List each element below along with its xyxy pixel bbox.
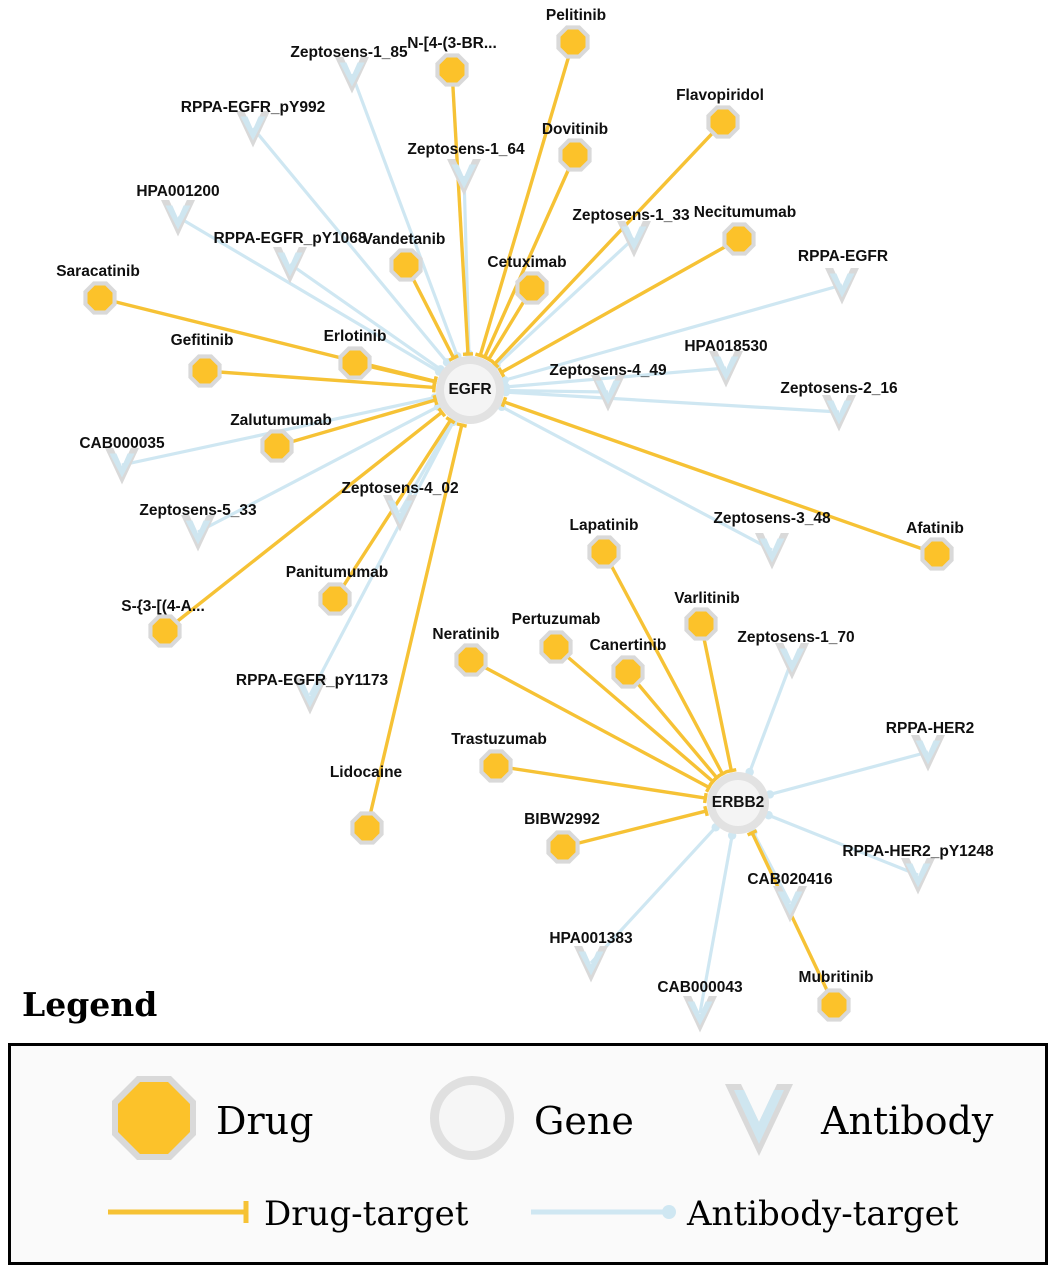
antibody-node[interactable] xyxy=(181,515,215,552)
drug-edge-icon xyxy=(106,1198,256,1231)
legend-label-drug: Drug xyxy=(216,1098,314,1143)
legend-label-drug-target: Drug-target xyxy=(264,1194,469,1234)
antibody-label: Zeptosens-1_85 xyxy=(290,44,408,61)
drug-node[interactable] xyxy=(558,138,591,171)
drug-node[interactable] xyxy=(706,105,739,138)
legend-title: Legend xyxy=(22,985,158,1024)
drug-node[interactable] xyxy=(556,25,589,58)
antibody-node[interactable] xyxy=(825,268,859,305)
drug-node[interactable] xyxy=(350,811,383,844)
gene-label: ERBB2 xyxy=(711,794,765,811)
drug-label: S-{3-[(4-A... xyxy=(121,598,205,615)
antibody-label: HPA001383 xyxy=(549,930,633,947)
antibody-label: Zeptosens-1_64 xyxy=(407,141,525,158)
drug-edge-endpoint xyxy=(463,354,473,355)
antibody-node[interactable] xyxy=(822,395,856,432)
drug-target-edge xyxy=(701,624,731,771)
antibody-node[interactable] xyxy=(775,643,809,680)
drug-label: Afatinib xyxy=(906,520,964,537)
antibody-node[interactable] xyxy=(574,946,608,983)
drug-node[interactable] xyxy=(338,346,371,379)
drug-label: BIBW2992 xyxy=(524,811,600,828)
drug-node[interactable] xyxy=(435,53,468,86)
legend-item-drug xyxy=(106,1070,313,1171)
legend-item-antibody xyxy=(711,1070,993,1171)
drug-label: Necitumumab xyxy=(693,204,797,221)
legend-item-drug-target xyxy=(106,1194,468,1234)
antibody-node[interactable] xyxy=(447,159,481,196)
drug-label: Panitumumab xyxy=(285,564,389,581)
drug-node[interactable] xyxy=(260,429,293,462)
drug-label: Lidocaine xyxy=(329,764,403,781)
antibody-node[interactable] xyxy=(105,448,139,485)
drug-label: Pertuzumab xyxy=(511,611,601,628)
antibody-node[interactable] xyxy=(335,57,369,94)
antibody-target-edge xyxy=(770,752,928,794)
legend-item-antibody-target xyxy=(529,1194,958,1234)
drug-label: Erlotinib xyxy=(323,328,387,345)
gene-label: EGFR xyxy=(448,381,492,398)
antibody-label: CAB000035 xyxy=(79,435,165,452)
drug-node[interactable] xyxy=(188,354,221,387)
drug-node[interactable] xyxy=(684,607,717,640)
antibody-label: Zeptosens-2_16 xyxy=(780,380,898,397)
drug-edge-endpoint xyxy=(705,806,707,816)
drug-edge-endpoint xyxy=(705,793,707,803)
legend xyxy=(0,985,1059,1234)
drug-label: Neratinib xyxy=(432,626,500,643)
antibody-label: CAB020416 xyxy=(747,871,833,888)
drug-edge-endpoint xyxy=(434,382,435,392)
legend-box xyxy=(8,1043,1048,1265)
drug-label: Canertinib xyxy=(589,637,667,654)
antibody-edge-icon xyxy=(529,1198,679,1231)
antibody-label: RPPA-EGFR_pY1173 xyxy=(235,672,389,689)
antibody-target-edge xyxy=(352,74,457,356)
antibody-label: CAB000043 xyxy=(657,979,743,996)
drug-label: Dovitinib xyxy=(541,121,609,138)
drug-label: N-[4-(3-BR... xyxy=(407,35,497,52)
legend-label-antibody-target: Antibody-target xyxy=(687,1194,959,1234)
antibody-label: RPPA-EGFR xyxy=(797,248,889,265)
antibody-label: HPA001200 xyxy=(136,183,220,200)
antibody-node[interactable] xyxy=(773,886,807,923)
drug-node[interactable] xyxy=(479,749,512,782)
drug-target-edge xyxy=(628,672,717,778)
antibody-label: HPA018530 xyxy=(684,338,768,355)
antibody-label: Zeptosens-4_49 xyxy=(549,362,667,379)
legend-label-gene: Gene xyxy=(534,1098,634,1143)
drug-label: Vandetanib xyxy=(362,231,446,248)
drug-edge-endpoint xyxy=(457,424,467,426)
antibody-label: RPPA-HER2 xyxy=(885,720,975,737)
drug-node[interactable] xyxy=(148,614,181,647)
antibody-label: Zeptosens-1_33 xyxy=(572,207,690,224)
drug-label: Flavopiridol xyxy=(676,87,764,104)
drug-node[interactable] xyxy=(546,830,579,863)
antibody-label: RPPA-EGFR_pY1068 xyxy=(213,230,367,247)
drug-node[interactable] xyxy=(318,582,351,615)
drug-label: Saracatinib xyxy=(56,263,140,280)
drug-node[interactable] xyxy=(611,655,644,688)
antibody-target-edge xyxy=(750,660,792,772)
drug-node[interactable] xyxy=(539,630,572,663)
antibody-node[interactable] xyxy=(617,221,651,258)
drug-label: Zalutumumab xyxy=(230,412,332,429)
octagon-icon xyxy=(106,1070,202,1171)
antibody-label: RPPA-HER2_pY1248 xyxy=(842,843,994,860)
circle-icon xyxy=(424,1070,520,1171)
drug-node[interactable] xyxy=(515,271,548,304)
legend-label-antibody: Antibody xyxy=(821,1098,994,1143)
antibody-node[interactable] xyxy=(901,858,935,895)
drug-node[interactable] xyxy=(83,281,116,314)
drug-label: Trastuzumab xyxy=(451,731,547,748)
drug-label: Varlitinib xyxy=(674,590,740,607)
drug-node[interactable] xyxy=(722,222,755,255)
antibody-node[interactable] xyxy=(911,735,945,772)
antibody-label: Zeptosens-1_70 xyxy=(737,629,855,646)
antibody-label: Zeptosens-3_48 xyxy=(713,510,831,527)
drug-label: Gefitinib xyxy=(170,332,234,349)
drug-node[interactable] xyxy=(587,535,620,568)
drug-node[interactable] xyxy=(920,537,953,570)
drug-node[interactable] xyxy=(389,248,422,281)
antibody-label: Zeptosens-4_02 xyxy=(341,480,459,497)
drug-node[interactable] xyxy=(454,643,487,676)
antibody-node[interactable] xyxy=(755,533,789,570)
legend-item-gene xyxy=(424,1070,634,1171)
drug-label: Pelitinib xyxy=(545,7,607,24)
drug-edge-endpoint xyxy=(726,770,736,772)
drug-label: Cetuximab xyxy=(487,254,567,271)
chevron-down-icon xyxy=(711,1070,807,1171)
antibody-label: RPPA-EGFR_pY992 xyxy=(180,99,326,116)
antibody-label: Zeptosens-5_33 xyxy=(139,502,257,519)
antibody-node[interactable] xyxy=(161,200,195,237)
drug-target-edge xyxy=(496,766,705,798)
drug-label: Mubritinib xyxy=(798,969,874,986)
drug-label: Lapatinib xyxy=(569,517,639,534)
